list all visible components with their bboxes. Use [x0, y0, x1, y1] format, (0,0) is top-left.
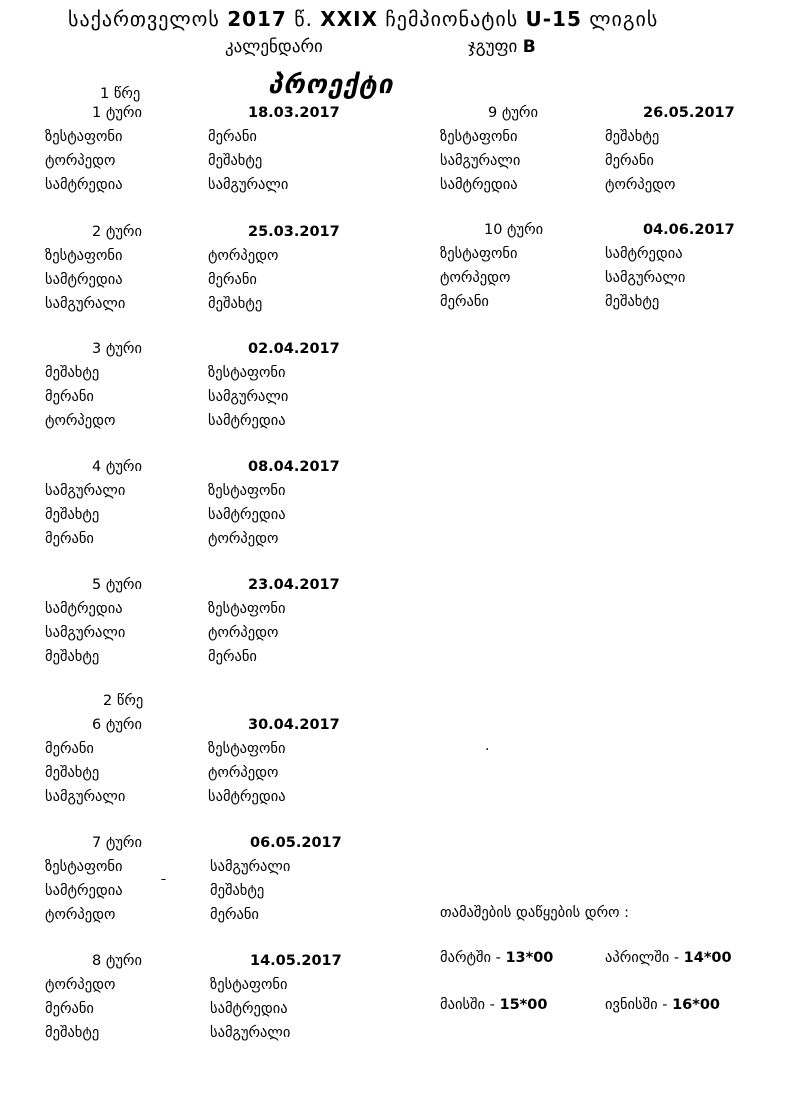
away-team: ზესტაფონი — [208, 601, 286, 617]
round-label: 8 ტური — [92, 953, 142, 969]
round-date: 18.03.2017 — [248, 105, 340, 121]
home-team: ზესტაფონი — [45, 248, 123, 264]
kickoff-time-april: აპრილში - 14*00 — [605, 950, 732, 966]
circle-label-2: 2 წრე — [103, 693, 144, 709]
stray-dot: . — [485, 738, 490, 754]
kickoff-time-june: ივნისში - 16*00 — [605, 997, 721, 1013]
document-title — [68, 7, 658, 31]
away-team: სამტრედია — [208, 507, 286, 523]
round-label: 2 ტური — [92, 224, 142, 240]
home-team: მერანი — [45, 1001, 94, 1017]
kickoff-time: 13*00 — [505, 950, 554, 966]
home-team: ტორპედო — [45, 413, 116, 429]
round-date: 14.05.2017 — [250, 953, 342, 969]
kickoff-month: ივნისში — [605, 997, 658, 1013]
round-date: 08.04.2017 — [248, 459, 340, 475]
kickoff-heading: თამაშების დაწყების დრო : — [440, 905, 630, 921]
home-team: სამტრედია — [45, 883, 123, 899]
away-team: მეშახტე — [208, 296, 263, 312]
home-team: მეშახტე — [45, 365, 100, 381]
kickoff-month: მარტში — [440, 950, 491, 966]
round-label: 7 ტური — [92, 835, 142, 851]
away-team: მეშახტე — [208, 153, 263, 169]
round-date: 04.06.2017 — [643, 222, 735, 238]
title-league-word: ლიგის — [589, 7, 659, 31]
away-team: ზესტაფონი — [208, 483, 286, 499]
away-team: მეშახტე — [210, 883, 265, 899]
away-team: მერანი — [605, 153, 654, 169]
home-team: მერანი — [45, 531, 94, 547]
round-date: 02.04.2017 — [248, 341, 340, 357]
away-team: ტორპედო — [208, 765, 279, 781]
kickoff-time-may: მაისში - 15*00 — [440, 997, 548, 1013]
round-label: 10 ტური — [484, 222, 544, 238]
round-label: 9 ტური — [488, 105, 538, 121]
stray-tick: ˍ — [160, 866, 167, 882]
home-team: ტორპედო — [45, 977, 116, 993]
away-team: სამტრედია — [605, 246, 683, 262]
title-country: საქართველოს — [68, 7, 220, 31]
home-team: ზესტაფონი — [440, 246, 518, 262]
away-team: მერანი — [208, 272, 257, 288]
circle-label-1: 1 წრე — [100, 86, 141, 102]
home-team: ზესტაფონი — [440, 129, 518, 145]
round-date: 26.05.2017 — [643, 105, 735, 121]
round-date: 30.04.2017 — [248, 717, 340, 733]
home-team: ზესტაფონი — [45, 859, 123, 875]
round-date: 23.04.2017 — [248, 577, 340, 593]
home-team: ტორპედო — [440, 270, 511, 286]
away-team: ტორპედო — [208, 248, 279, 264]
away-team: სამგურალი — [605, 270, 686, 286]
home-team: სამგურალი — [45, 296, 126, 312]
away-team: სამგურალი — [208, 389, 289, 405]
round-date: 06.05.2017 — [250, 835, 342, 851]
round-label: 5 ტური — [92, 577, 142, 593]
home-team: მერანი — [45, 741, 94, 757]
away-team: სამტრედია — [210, 1001, 288, 1017]
kickoff-month: აპრილში — [605, 950, 670, 966]
home-team: მეშახტე — [45, 507, 100, 523]
away-team: სამტრედია — [208, 789, 286, 805]
away-team: ზესტაფონი — [208, 741, 286, 757]
kickoff-time: 16*00 — [672, 997, 721, 1013]
title-roman: XXIX — [320, 7, 378, 31]
home-team: სამტრედია — [440, 177, 518, 193]
group-letter: B — [522, 37, 536, 57]
away-team: სამგურალი — [208, 177, 289, 193]
home-team: მერანი — [45, 389, 94, 405]
home-team: სამგურალი — [45, 625, 126, 641]
title-year: 2017 — [227, 7, 287, 31]
kickoff-time: 15*00 — [499, 997, 548, 1013]
away-team: ზესტაფონი — [208, 365, 286, 381]
away-team: მერანი — [208, 649, 257, 665]
away-team: ტორპედო — [208, 625, 279, 641]
away-team: სამგურალი — [210, 859, 291, 875]
home-team: ტორპედო — [45, 153, 116, 169]
home-team: მეშახტე — [45, 649, 100, 665]
away-team: ტორპედო — [208, 531, 279, 547]
away-team: მეშახტე — [605, 129, 660, 145]
away-team: მერანი — [208, 129, 257, 145]
away-team: მეშახტე — [605, 294, 660, 310]
group-label — [468, 37, 536, 57]
kickoff-time: 14*00 — [683, 950, 732, 966]
home-team: მეშახტე — [45, 765, 100, 781]
round-label: 6 ტური — [92, 717, 142, 733]
calendar-label: კალენდარი — [225, 37, 323, 57]
home-team: სამტრედია — [45, 601, 123, 617]
round-label: 1 ტური — [92, 105, 142, 121]
away-team: მერანი — [210, 907, 259, 923]
title-year-abbr: წ. — [294, 7, 313, 31]
round-date: 25.03.2017 — [248, 224, 340, 240]
draft-stamp: პროექტი — [268, 70, 394, 100]
kickoff-month: მაისში — [440, 997, 486, 1013]
home-team: სამგურალი — [45, 483, 126, 499]
home-team: სამტრედია — [45, 177, 123, 193]
home-team: სამგურალი — [440, 153, 521, 169]
away-team: სამგურალი — [210, 1025, 291, 1041]
home-team: სამტრედია — [45, 272, 123, 288]
away-team: სამტრედია — [208, 413, 286, 429]
home-team: ტორპედო — [45, 907, 116, 923]
title-championship: ჩემპიონატის — [385, 7, 519, 31]
away-team: ტორპედო — [605, 177, 676, 193]
title-league: U-15 — [525, 7, 582, 31]
group-word: ჯგუფი — [468, 37, 518, 57]
home-team: მეშახტე — [45, 1025, 100, 1041]
kickoff-time-march: მარტში - 13*00 — [440, 950, 554, 966]
home-team: მერანი — [440, 294, 489, 310]
round-label: 3 ტური — [92, 341, 142, 357]
away-team: ზესტაფონი — [210, 977, 288, 993]
home-team: სამგურალი — [45, 789, 126, 805]
home-team: ზესტაფონი — [45, 129, 123, 145]
round-label: 4 ტური — [92, 459, 142, 475]
